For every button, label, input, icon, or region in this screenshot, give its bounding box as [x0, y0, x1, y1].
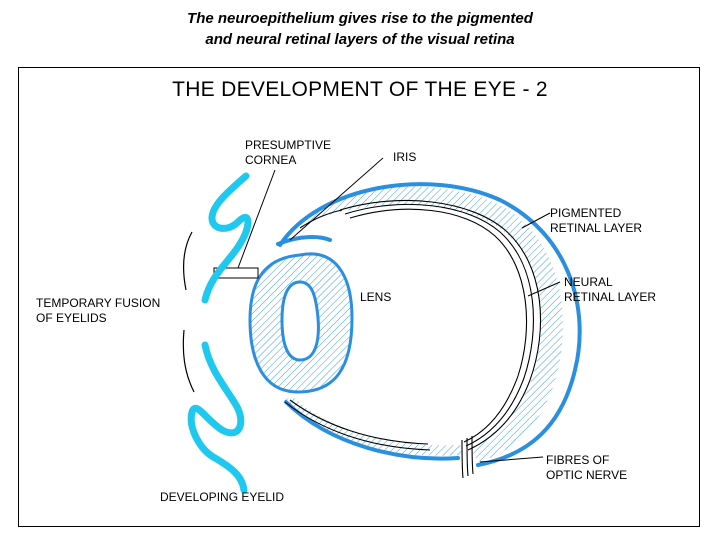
caption-line-1: The neuroepithelium gives rise to the pigmented — [187, 10, 533, 27]
caption-line-2: and neural retinal layers of the visual retina — [205, 31, 515, 48]
label-pigmented-line2: RETINAL LAYER — [550, 221, 643, 235]
diagram-title: THE DEVELOPMENT OF THE EYE - 2 — [172, 78, 548, 101]
label-fibres-line2: OPTIC NERVE — [546, 468, 628, 482]
fusion-bracket-upper — [184, 232, 192, 290]
label-optic-nerve-fibres — [546, 453, 627, 483]
label-fusion-line2: OF EYELIDS — [36, 311, 107, 325]
label-presumptive-cornea-line2: CORNEA — [245, 153, 297, 167]
label-pigmented-retinal-layer — [550, 206, 642, 236]
label-lens: LENS — [360, 290, 392, 304]
label-pigmented-line1: PIGMENTED — [550, 206, 622, 220]
upper-eyelid-fold — [205, 176, 248, 300]
lens — [250, 254, 352, 392]
label-neural-line2: RETINAL LAYER — [564, 290, 657, 304]
label-iris: IRIS — [393, 150, 417, 164]
label-neural-line1: NEURAL — [564, 275, 613, 289]
fusion-bracket-lower — [183, 330, 194, 392]
label-presumptive-cornea-line1: PRESUMPTIVE — [245, 138, 332, 152]
lower-eyelid-fold — [191, 345, 244, 490]
label-neural-retinal-layer — [564, 275, 656, 305]
label-developing-eyelid: DEVELOPING EYELID — [160, 490, 285, 504]
label-presumptive-cornea — [245, 138, 331, 168]
label-temporary-fusion — [36, 296, 160, 326]
optic-nerve-fibres — [462, 436, 473, 478]
pigmented-retinal-layer-lower — [285, 396, 462, 456]
label-fibres-line1: FIBRES OF — [546, 453, 610, 467]
label-fusion-line1: TEMPORARY FUSION — [36, 296, 161, 310]
